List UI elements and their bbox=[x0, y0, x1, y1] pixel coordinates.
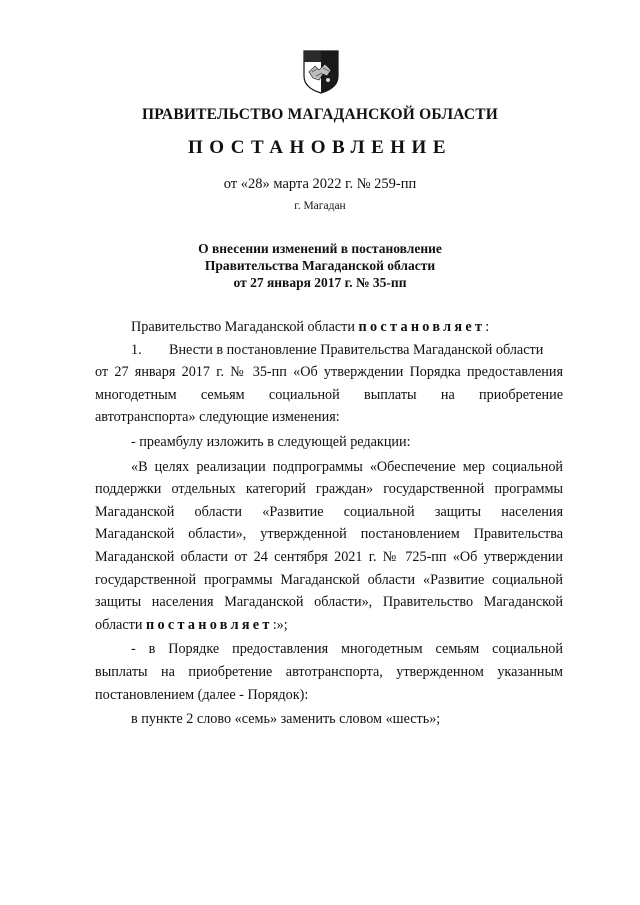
spaced-word: постановляет bbox=[145, 616, 273, 633]
document-body bbox=[95, 316, 563, 731]
paragraph-item-1 bbox=[95, 339, 563, 362]
item-number: 1. bbox=[131, 341, 142, 358]
spaced-word: постановляет bbox=[358, 319, 486, 335]
document-type: ПОСТАНОВЛЕНИЕ bbox=[187, 137, 453, 158]
paragraph-line: защиты населения Магаданской области», Правительство Магаданской bbox=[95, 594, 563, 611]
paragraph-line: многодетным семьям социальной выплаты на приобретение bbox=[95, 386, 563, 403]
text-span: : bbox=[485, 319, 490, 335]
text-span: Внести в постановление Правительства Магаданской области bbox=[169, 341, 544, 358]
paragraph-item-2-change: в пункте 2 слово «семь» заменить словом «шесть»; bbox=[131, 711, 441, 728]
paragraph-preamble-change: - преамбулу изложить в следующей редакции: bbox=[131, 433, 411, 450]
title-line: от 27 января 2017 г. № 35-пп bbox=[233, 275, 407, 290]
city-name: г. Магадан bbox=[294, 200, 346, 212]
paragraph-line: «В целях реализации подпрограммы «Обеспечение мер социальной bbox=[131, 458, 563, 475]
organization-name: ПРАВИТЕЛЬСТВО МАГАДАНСКОЙ ОБЛАСТИ bbox=[141, 106, 499, 123]
date-number-line: от «28» марта 2022 г. № 259-пп bbox=[223, 176, 417, 192]
text-span: :»; bbox=[272, 616, 288, 633]
paragraph-line bbox=[95, 614, 563, 637]
paragraph-line: постановлением (далее - Порядок): bbox=[95, 686, 309, 703]
paragraph-line: Магаданской области от 24 сентября 2021 г. № 725-пп «Об утверждении bbox=[95, 548, 563, 565]
paragraph-line: государственной программы Магаданской области «Развитие социальной bbox=[95, 571, 563, 588]
document-title bbox=[0, 240, 640, 291]
paragraph-line: от 27 января 2017 г. № 35-пп «Об утверждении Порядка предоставления bbox=[95, 364, 563, 381]
title-line: О внесении изменений в постановление bbox=[198, 241, 442, 256]
paragraph-preamble bbox=[95, 316, 563, 339]
paragraph-line: Магаданской области «Развитие социальной защиты населения bbox=[95, 503, 563, 520]
paragraph-line: автотранспорта» следующие изменения: bbox=[95, 409, 340, 426]
title-line: Правительства Магаданской области bbox=[204, 258, 436, 273]
text-span: Правительство Магаданской области bbox=[131, 319, 355, 335]
paragraph-line: - в Порядке предоставления многодетным семьям социальной bbox=[131, 641, 563, 658]
text-span: области bbox=[95, 616, 143, 633]
paragraph-line: выплаты на приобретение автотранспорта, утвержденном указанным bbox=[95, 663, 563, 680]
paragraph-line: поддержки отдельных категорий граждан» государственной программы bbox=[95, 481, 563, 498]
coat-of-arms-emblem bbox=[303, 50, 339, 94]
paragraph-line: Магаданской области», утвержденной постановлением Правительства bbox=[95, 526, 563, 543]
